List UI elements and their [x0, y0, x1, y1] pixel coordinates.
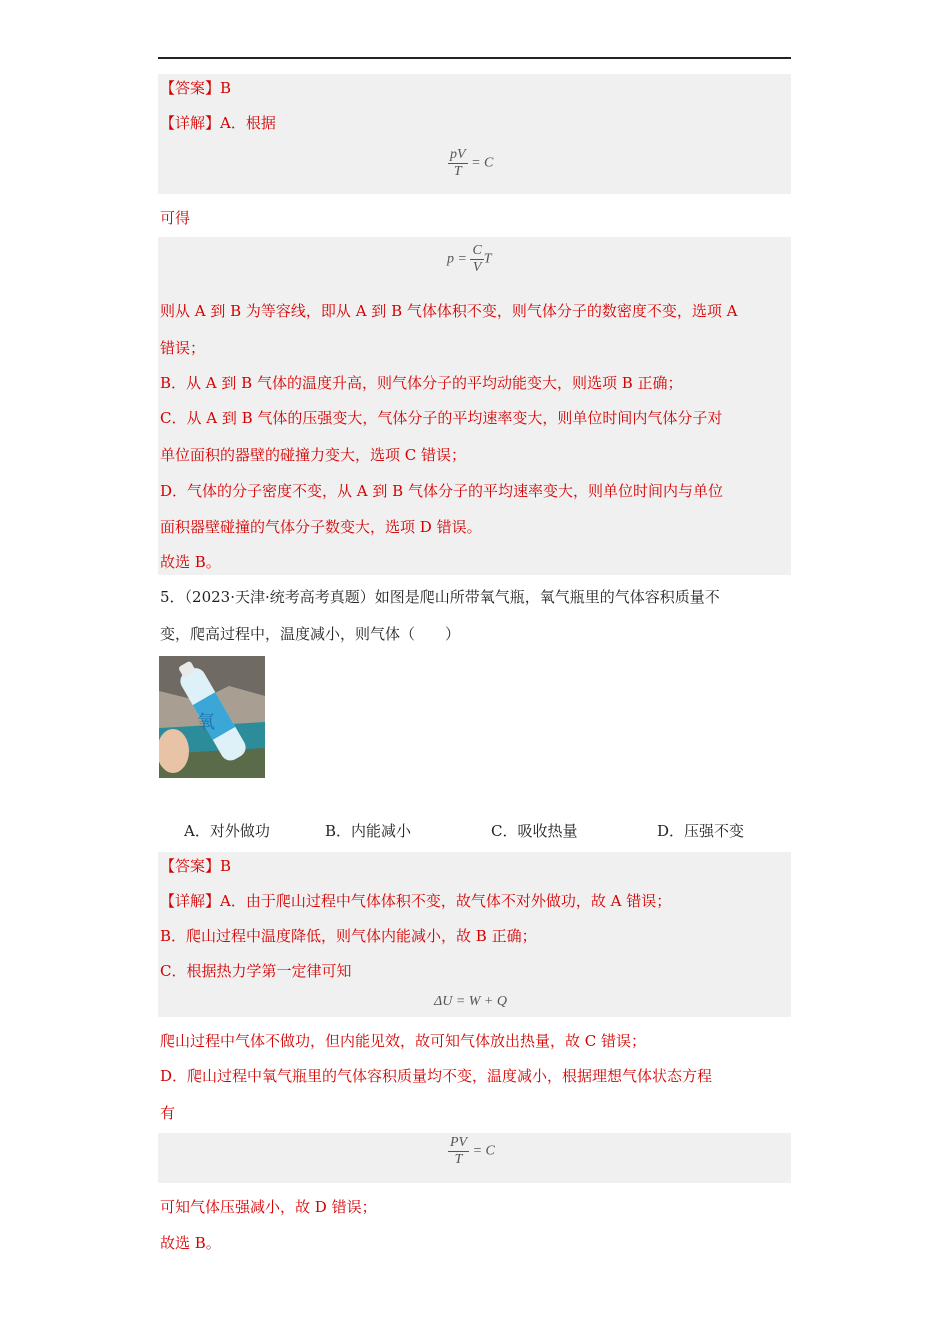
answer-line-1 — [160, 78, 231, 98]
oxygen-bottle-photo — [159, 656, 265, 778]
after-eq1-text: 可得 — [160, 209, 191, 227]
detail1-line: D．气体的分子密度不变，从 A 到 B 气体分子的平均速率变大，则单位时间内与单位 — [160, 482, 723, 500]
question5-line1: 5．（2023·天津·统考高考真题）如图是爬山所带氧气瓶，氧气瓶里的气体容积质量不 — [160, 588, 720, 606]
eq2-numerator: C — [472, 243, 482, 258]
option-a: A．对外做功 — [184, 822, 270, 840]
detail2-line3: C．根据热力学第一定律可知 — [160, 962, 352, 980]
detail-label: 【详解】 — [160, 892, 221, 910]
equation-p-cvt — [447, 243, 492, 276]
option-b: B．内能减小 — [325, 822, 412, 840]
detail2-line6: 有 — [160, 1104, 176, 1122]
eq4-rhs: = C — [472, 1143, 495, 1159]
answer-label: 【答案】 — [160, 79, 221, 97]
bottle-label: 氧 — [197, 712, 215, 733]
eq4-denominator: T — [454, 1152, 463, 1167]
detail1-line: 单位面积的器壁的碰撞力变大，选项 C 错误； — [160, 446, 467, 464]
detail-label: 【详解】 — [160, 114, 221, 132]
equation-PV-T — [448, 1135, 495, 1168]
detail1-line: B．从 A 到 B 气体的温度升高，则气体分子的平均动能变大，则选项 B 正确； — [160, 374, 683, 392]
eq2-rhs: T — [483, 251, 492, 267]
answer-value: B — [220, 857, 232, 875]
detail2-line2: B．爬山过程中温度降低，则气体内能减小，故 B 正确； — [160, 927, 537, 945]
header-rule — [158, 57, 791, 59]
detail2-line4: 爬山过程中气体不做功，但内能见效，故可知气体放出热量，故 C 错误； — [160, 1032, 647, 1050]
option-c: C．吸收热量 — [491, 822, 578, 840]
detail1-line: C．从 A 到 B 气体的压强变大，气体分子的平均速率变大，则单位时间内气体分子对 — [160, 409, 723, 427]
equation-pv-t — [448, 147, 493, 180]
detail1-line: 故选 B。 — [160, 553, 221, 571]
detail1-line: 则从 A 到 B 为等容线，即从 A 到 B 气体体积不变，则气体分子的数密度不变，选项 A — [160, 302, 738, 320]
detail2-line1-text: A．由于爬山过程中气体体积不变，故气体不对外做功，故 A 错误； — [220, 892, 672, 910]
eq1-numerator: pV — [450, 147, 466, 162]
eq2-lhs: p = — [447, 251, 467, 267]
detail-intro-text: A．根据 — [220, 114, 276, 132]
eq2-denominator: V — [472, 260, 482, 275]
detail2-line1 — [160, 891, 671, 911]
detail2-line7: 可知气体压强减小，故 D 错误； — [160, 1198, 377, 1216]
eq1-denominator: T — [453, 164, 462, 179]
eq4-numerator: PV — [450, 1135, 468, 1150]
detail1-line: 面积器壁碰撞的气体分子数变大，选项 D 错误。 — [160, 518, 482, 536]
answer-label: 【答案】 — [160, 857, 221, 875]
detail2-line8: 故选 B。 — [160, 1234, 221, 1252]
detail1-line: 错误； — [160, 339, 206, 357]
option-d: D．压强不变 — [657, 822, 745, 840]
detail2-line5: D．爬山过程中氧气瓶里的气体容积质量均不变，温度减小，根据理想气体状态方程 — [160, 1067, 713, 1085]
question5-line2: 变，爬高过程中，温度减小，则气体（ ） — [160, 625, 461, 643]
equation-first-law: ΔU = W + Q — [434, 994, 507, 1009]
answer-line-2 — [160, 856, 231, 876]
answer-value: B — [220, 79, 232, 97]
eq1-rhs: = C — [471, 155, 494, 171]
detail-intro-1 — [160, 113, 276, 133]
